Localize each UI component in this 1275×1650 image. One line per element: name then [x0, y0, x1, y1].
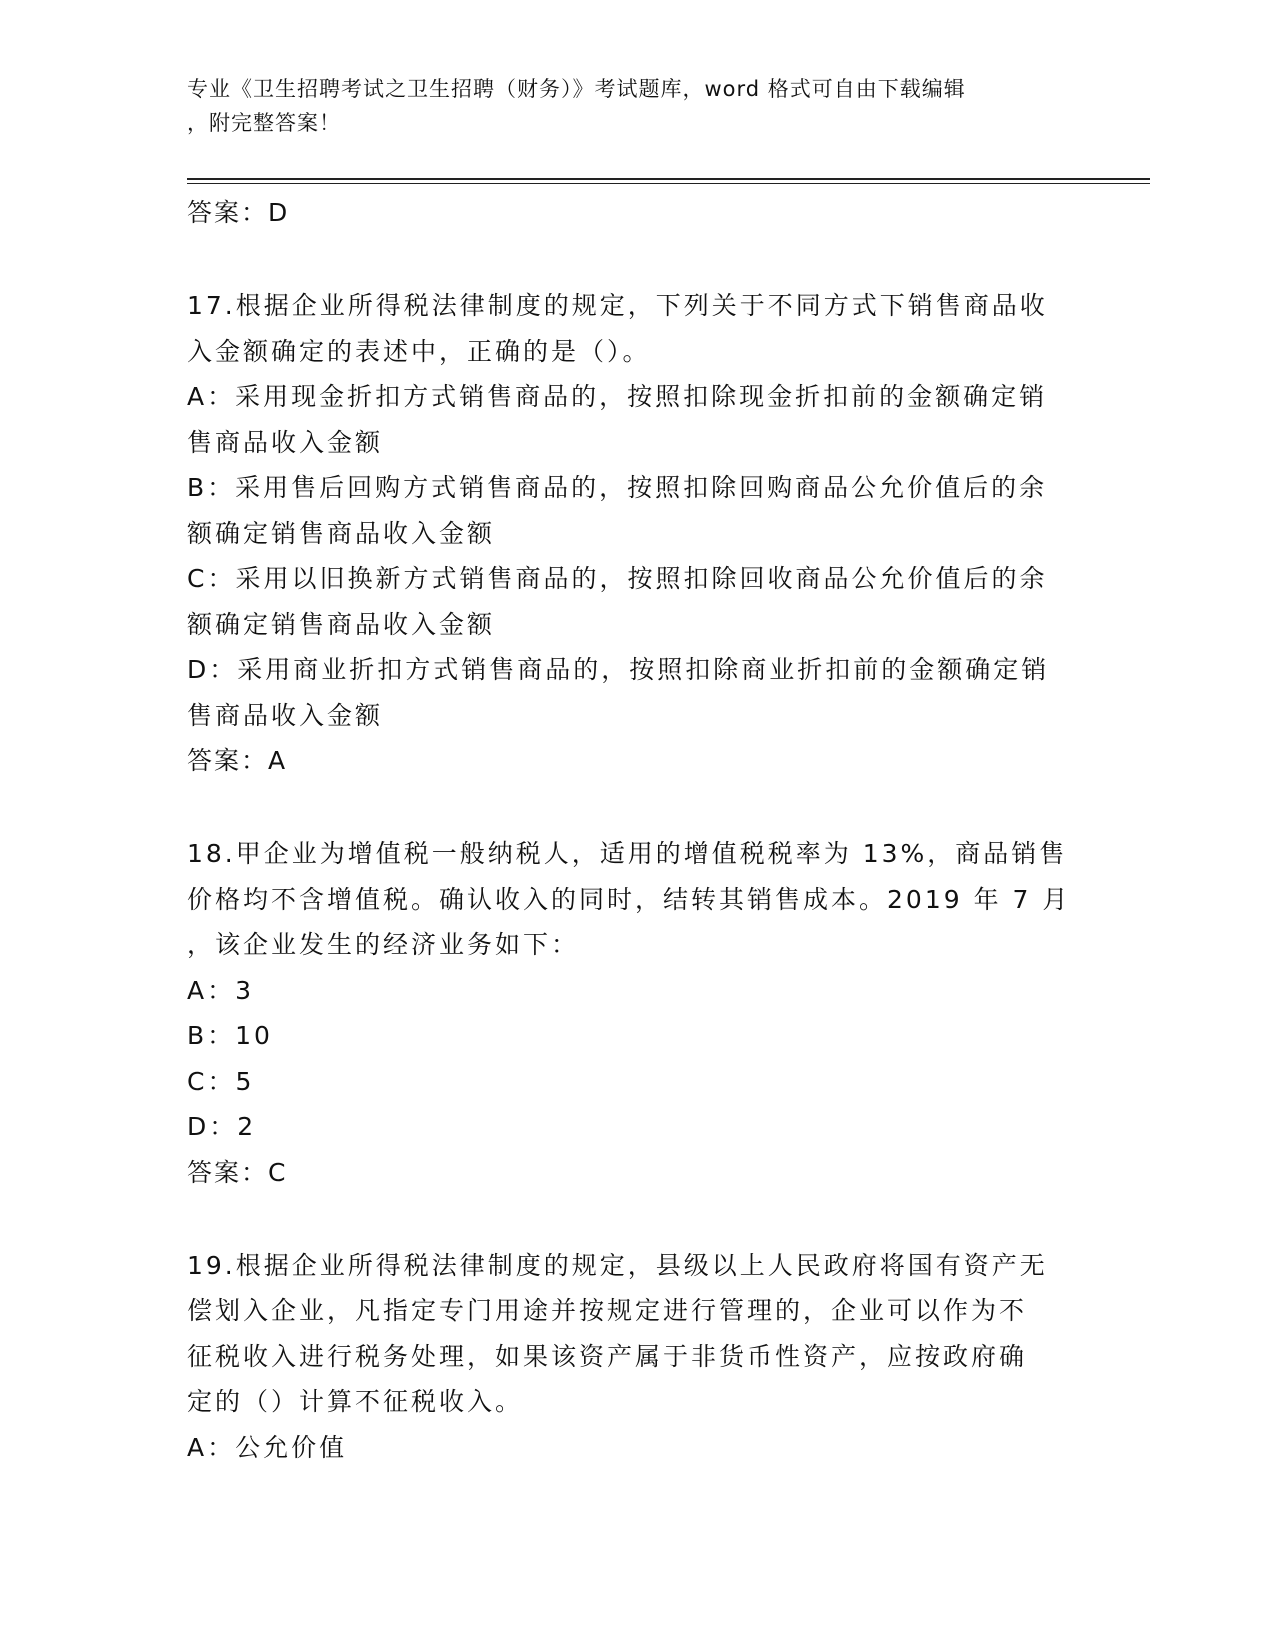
option-c-line: C：5 — [187, 1066, 255, 1096]
question-stem-line: 19.根据企业所得税法律制度的规定，县级以上人民政府将国有资产无 — [187, 1250, 1048, 1280]
document-body — [187, 190, 1087, 1470]
question-stem-line: 17.根据企业所得税法律制度的规定，下列关于不同方式下销售商品收 — [187, 291, 1048, 320]
question-stem-line: 18.甲企业为增值税一般纳税人，适用的增值税税率为 13%，商品销售 — [187, 839, 1068, 868]
question-stem-line: ，该企业发生的经济业务如下： — [187, 930, 580, 959]
header-line-2: ，附完整答案！ — [187, 111, 341, 135]
option-b-line: B：采用售后回购方式销售商品的，按照扣除回购商品公允价值后的余 — [187, 473, 1048, 502]
spacer — [187, 784, 1087, 831]
question-19 — [187, 1243, 1087, 1471]
page-header — [187, 72, 1067, 140]
option-a-line: 售商品收入金额 — [187, 427, 384, 457]
option-b-line: B：10 — [187, 1021, 273, 1050]
spacer — [187, 236, 1087, 283]
answer-q18: 答案：C — [187, 1157, 288, 1187]
question-stem-line: 定的（）计算不征税收入。 — [187, 1387, 524, 1416]
header-rule-thin — [187, 183, 1150, 184]
question-stem-line: 偿划入企业，凡指定专门用途并按规定进行管理的，企业可以作为不 — [187, 1296, 1028, 1325]
question-stem-line: 入金额确定的表述中，正确的是（）。 — [187, 336, 651, 366]
option-d-line: 售商品收入金额 — [187, 700, 384, 730]
spacer — [187, 1196, 1087, 1243]
question-18 — [187, 831, 1087, 1196]
option-b-line: 额确定销售商品收入金额 — [187, 518, 496, 548]
answer-q17: 答案：A — [187, 746, 288, 775]
header-rule-thick — [187, 178, 1150, 180]
option-a-line: A：公允价值 — [187, 1432, 348, 1462]
option-c-line: C：采用以旧换新方式销售商品的，按照扣除回收商品公允价值后的余 — [187, 564, 1048, 593]
answer-q16: 答案：D — [187, 198, 290, 227]
option-a-line: A：采用现金折扣方式销售商品的，按照扣除现金折扣前的金额确定销 — [187, 382, 1048, 411]
question-stem-line: 征税收入进行税务处理，如果该资产属于非货币性资产，应按政府确 — [187, 1341, 1028, 1371]
header-line-1: 专业《卫生招聘考试之卫生招聘（财务）》考试题库，word 格式可自由下载编辑 — [187, 77, 966, 101]
option-c-line: 额确定销售商品收入金额 — [187, 609, 496, 639]
option-d-line: D：2 — [187, 1112, 257, 1141]
question-17 — [187, 283, 1087, 784]
option-a-line: A：3 — [187, 975, 255, 1005]
question-stem-line: 价格均不含增值税。确认收入的同时，结转其销售成本。2019 年 7 月 — [187, 884, 1071, 914]
option-d-line: D：采用商业折扣方式销售商品的，按照扣除商业折扣前的金额确定销 — [187, 655, 1050, 684]
